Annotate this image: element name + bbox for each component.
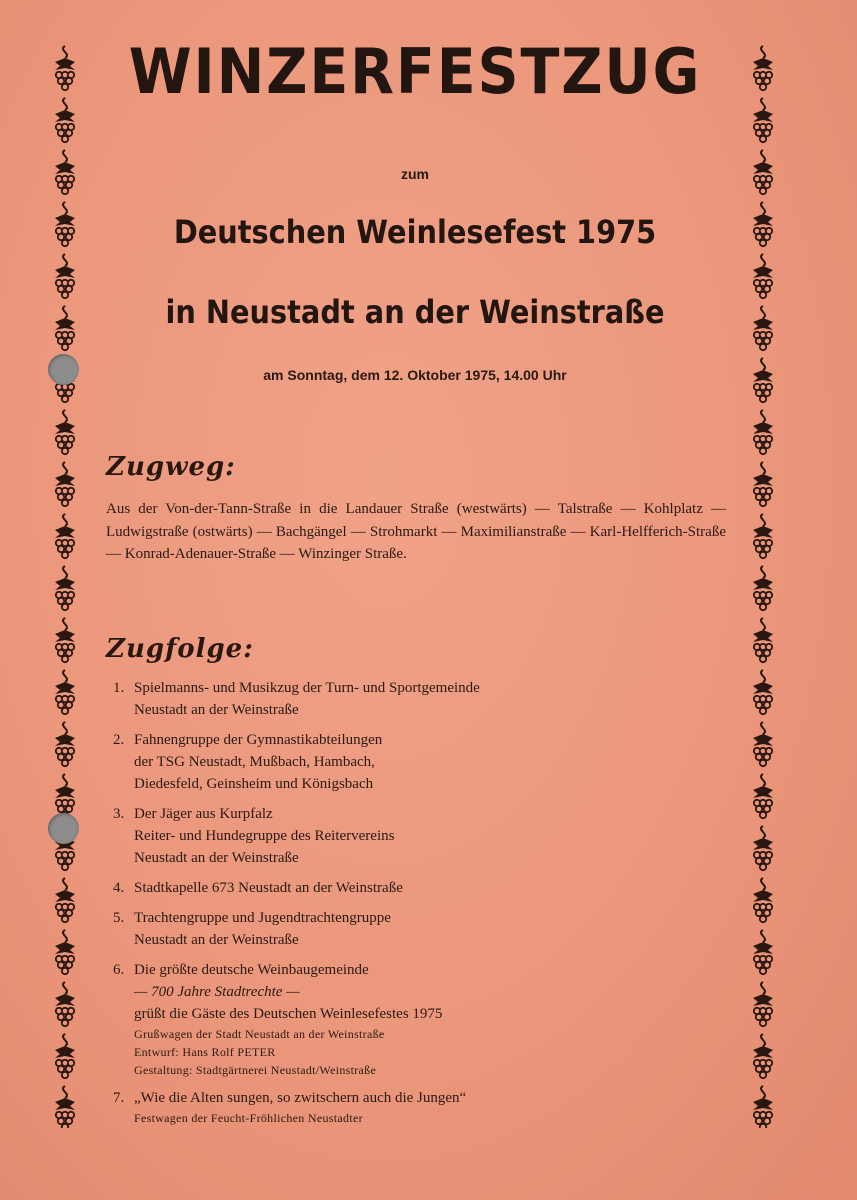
grape-cluster-icon (753, 774, 773, 818)
grape-cluster-icon (55, 982, 75, 1026)
procession-item (106, 803, 736, 869)
grape-cluster-icon (753, 566, 773, 610)
item-number: 2. (113, 732, 125, 748)
item-line: Neustadt an der Weinstraße (134, 702, 299, 718)
item-line: — 700 Jahre Stadtrechte — (134, 984, 300, 1000)
procession-item (106, 677, 736, 721)
grape-cluster-icon (55, 1086, 75, 1128)
connector-word: zum (401, 166, 429, 182)
item-line: Fahnengruppe der Gymnastikabteilungen (134, 732, 383, 748)
procession-item (106, 877, 736, 899)
grape-cluster-icon (753, 826, 773, 870)
grape-cluster-icon (753, 358, 773, 402)
grape-cluster-icon (55, 514, 75, 558)
item-number: 7. (113, 1090, 125, 1106)
grape-cluster-icon (753, 98, 773, 142)
grape-cluster-icon (753, 722, 773, 766)
item-line: Stadtkapelle 673 Neustadt an der Weinstraße (134, 880, 403, 896)
page-title: WINZERFESTZUG (128, 35, 702, 108)
route-heading: Zugweg: (106, 452, 236, 482)
item-line: Die größte deutsche Weinbaugemeinde (134, 962, 369, 978)
grape-cluster-icon (55, 150, 75, 194)
item-line: Reiter- und Hundegruppe des Reitervereins (134, 828, 395, 844)
grape-cluster-icon (753, 410, 773, 454)
grape-cluster-icon (753, 618, 773, 662)
grape-cluster-icon (55, 566, 75, 610)
grape-cluster-icon (55, 878, 75, 922)
event-date: am Sonntag, dem 12. Oktober 1975, 14.00 Uhr (263, 367, 567, 383)
item-line: Neustadt an der Weinstraße (134, 932, 299, 948)
item-credit-line: Grußwagen der Stadt Neustadt an der Weinstraße (134, 1027, 385, 1041)
grape-vine-border-right (750, 38, 776, 1128)
item-number: 3. (113, 806, 125, 822)
grape-cluster-icon (753, 150, 773, 194)
item-credit-line: Gestaltung: Stadtgärtnerei Neustadt/Weinstraße (134, 1063, 377, 1077)
item-line: Trachtengruppe und Jugendtrachtengruppe (134, 910, 391, 926)
grape-cluster-icon (55, 930, 75, 974)
grape-cluster-icon (55, 618, 75, 662)
grape-cluster-icon (55, 722, 75, 766)
item-line: Diedesfeld, Geinsheim und Königsbach (134, 776, 374, 792)
grape-cluster-icon (753, 878, 773, 922)
grape-cluster-icon (753, 930, 773, 974)
grape-cluster-icon (753, 46, 773, 90)
grape-cluster-icon (753, 254, 773, 298)
item-line: Neustadt an der Weinstraße (134, 850, 299, 866)
procession-item (106, 729, 736, 795)
punch-hole-bottom (48, 813, 79, 844)
grape-cluster-icon (753, 462, 773, 506)
punch-hole-top (48, 354, 79, 385)
item-line: „Wie die Alten sungen, so zwitschern auch die Jungen“ (134, 1090, 467, 1106)
item-credit-line: Festwagen der Feucht-Fröhlichen Neustadter (134, 1111, 363, 1125)
order-heading: Zugfolge: (106, 634, 254, 664)
grape-cluster-icon (55, 98, 75, 142)
item-number: 1. (113, 680, 125, 696)
subtitle-event: Deutschen Weinlesefest 1975 (173, 213, 657, 251)
grape-cluster-icon (55, 202, 75, 246)
procession-item (106, 1087, 736, 1127)
grape-cluster-icon (753, 1034, 773, 1078)
procession-item (106, 907, 736, 951)
grape-cluster-icon (753, 1086, 773, 1128)
item-number: 4. (113, 880, 125, 896)
grape-cluster-icon (55, 774, 75, 818)
grape-cluster-icon (753, 514, 773, 558)
item-number: 6. (113, 962, 125, 978)
grape-cluster-icon (55, 306, 75, 350)
item-credit-line: Entwurf: Hans Rolf PETER (134, 1045, 276, 1059)
grape-cluster-icon (55, 254, 75, 298)
grape-cluster-icon (753, 202, 773, 246)
grape-cluster-icon (753, 982, 773, 1026)
grape-cluster-icon (55, 462, 75, 506)
item-line: Spielmanns- und Musikzug der Turn- und Sportgemeinde (134, 680, 480, 696)
route-text: Aus der Von-der-Tann-Straße in die Landauer Straße (westwärts) — Talstraße — Kohlplatz — Ludwigstraße (ostwärts) — Bachgängel — Strohmarkt — Maximilianstraße — Karl-Helfferich-Straße — Konrad-Adenauer-Straße — Winzinger Straße. (106, 501, 726, 562)
procession-item (106, 959, 736, 1079)
grape-cluster-icon (55, 410, 75, 454)
grape-cluster-icon (753, 670, 773, 714)
item-line: Der Jäger aus Kurpfalz (134, 806, 273, 822)
grape-cluster-icon (55, 670, 75, 714)
subtitle-location: in Neustadt an der Weinstraße (165, 293, 665, 331)
procession-order-list (106, 677, 736, 1135)
grape-cluster-icon (753, 306, 773, 350)
item-line: grüßt die Gäste des Deutschen Weinlesefestes 1975 (134, 1006, 443, 1022)
grape-vine-border-left (52, 38, 78, 1128)
item-number: 5. (113, 910, 125, 926)
grape-cluster-icon (55, 1034, 75, 1078)
item-line: der TSG Neustadt, Mußbach, Hambach, (134, 754, 375, 770)
grape-cluster-icon (55, 46, 75, 90)
